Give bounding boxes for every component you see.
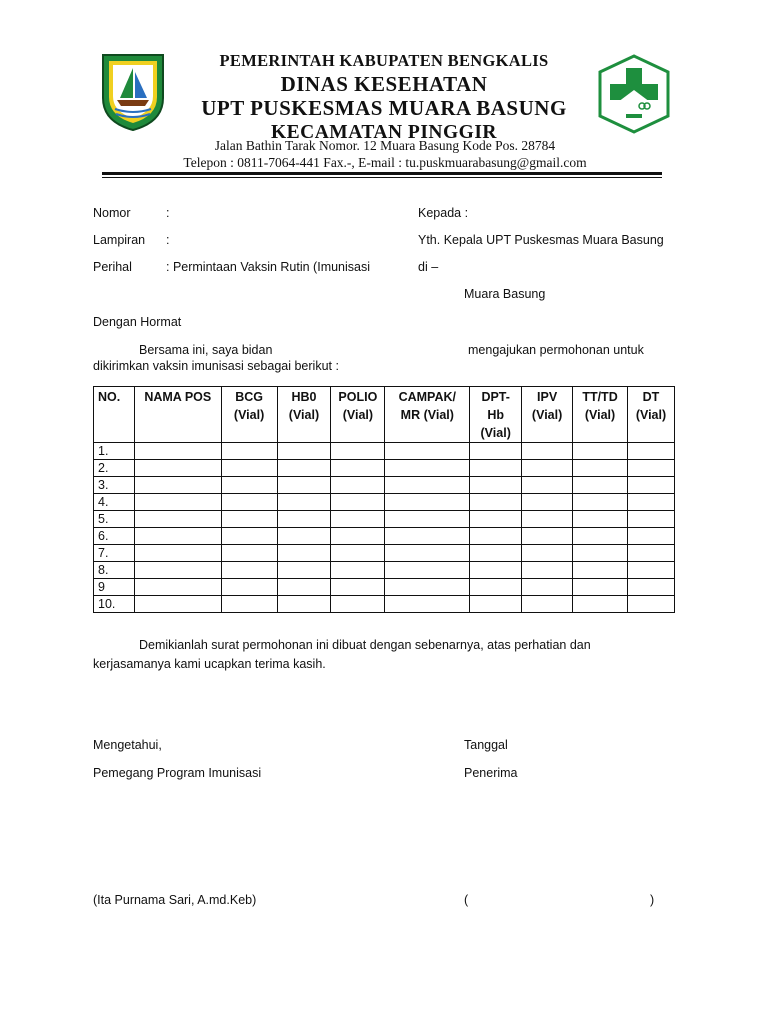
receiver-close-paren: ): [650, 893, 655, 907]
column-header-text: (Vial): [233, 408, 265, 422]
table-row: [94, 528, 675, 545]
table-cell: [573, 579, 628, 596]
salutation: Dengan Hormat: [93, 315, 182, 329]
table-row: [94, 562, 675, 579]
table-cell: [385, 511, 470, 528]
column-header: [470, 387, 522, 443]
table-cell: [627, 562, 674, 579]
table-cell: [221, 545, 277, 562]
column-header: [134, 387, 221, 443]
column-header-text: (Vial): [288, 408, 320, 422]
table-cell: [277, 596, 331, 613]
table-cell: [573, 528, 628, 545]
penerima-label: Penerima: [464, 766, 518, 780]
table-cell: [277, 477, 331, 494]
table-cell: [470, 477, 522, 494]
table-row: [94, 596, 675, 613]
letterhead-puskesmas: UPT PUSKESMAS MUARA BASUNG: [201, 96, 567, 120]
row-number: 4.: [94, 494, 135, 511]
bengkalis-coat-of-arms-icon: [100, 52, 166, 132]
column-header-text: Hb: [487, 408, 505, 422]
letterhead-address: Jalan Bathin Tarak Nomor. 12 Muara Basung Kode Pos. 28784: [214, 138, 556, 153]
table-cell: [385, 528, 470, 545]
column-header: [573, 387, 628, 443]
lampiran-label: Lampiran: [93, 233, 146, 247]
closing-line1: Demikianlah surat permohonan ini dibuat dengan sebenarnya, atas perhatian dan: [139, 638, 591, 652]
column-header-text: TT/TD: [582, 390, 618, 404]
table-row: [94, 545, 675, 562]
table-cell: [573, 545, 628, 562]
column-header-text: (Vial): [635, 408, 667, 422]
table-cell: [470, 596, 522, 613]
table-cell: [221, 494, 277, 511]
table-cell: [627, 511, 674, 528]
table-cell: [277, 562, 331, 579]
table-cell: [277, 579, 331, 596]
nomor-colon: :: [166, 206, 170, 220]
table-cell: [134, 477, 221, 494]
column-header-text: DT: [642, 390, 660, 404]
table-cell: [134, 596, 221, 613]
column-header-text: (Vial): [531, 408, 563, 422]
table-cell: [627, 460, 674, 477]
column-header-text: POLIO: [338, 390, 378, 404]
letterhead: [170, 50, 598, 145]
table-cell: [277, 511, 331, 528]
table-cell: [134, 562, 221, 579]
letterhead-rule-thick: [102, 172, 662, 175]
table-cell: [385, 545, 470, 562]
table-cell: [331, 477, 385, 494]
table-cell: [331, 511, 385, 528]
table-cell: [221, 443, 277, 460]
recipient-line: Yth. Kepala UPT Puskesmas Muara Basung: [418, 233, 664, 247]
table-cell: [522, 443, 573, 460]
table-cell: [331, 596, 385, 613]
column-header-text: CAMPAK/: [398, 390, 456, 404]
letterhead-rule-thin: [102, 177, 662, 178]
row-number: 10.: [94, 596, 135, 613]
perihal-value: : Permintaan Vaksin Rutin (Imunisasi: [166, 260, 371, 274]
kepada-label: Kepada :: [418, 206, 469, 220]
column-header: [331, 387, 385, 443]
column-header-text: BCG: [235, 390, 263, 404]
table-row: [94, 494, 675, 511]
table-body: [94, 443, 675, 613]
row-number: 3.: [94, 477, 135, 494]
row-number: 7.: [94, 545, 135, 562]
letterhead-kecamatan: KECAMATAN PINGGIR: [270, 122, 498, 143]
table-cell: [573, 477, 628, 494]
table-cell: [627, 528, 674, 545]
di-label: di –: [418, 260, 439, 274]
letterhead-government: PEMERINTAH KABUPATEN BENGKALIS: [219, 51, 549, 70]
table-cell: [134, 579, 221, 596]
column-header-text: HB0: [291, 390, 317, 404]
table-cell: [134, 528, 221, 545]
row-number: 6.: [94, 528, 135, 545]
table-cell: [573, 460, 628, 477]
table-cell: [134, 460, 221, 477]
receiver-open-paren: (: [464, 893, 469, 907]
perihal-label: Perihal: [93, 260, 132, 274]
table-cell: [470, 528, 522, 545]
table-cell: [331, 579, 385, 596]
table-cell: [573, 494, 628, 511]
table-cell: [331, 494, 385, 511]
table-cell: [470, 494, 522, 511]
table-cell: [385, 443, 470, 460]
table-cell: [470, 579, 522, 596]
column-header-text: NO.: [98, 390, 121, 404]
table-cell: [573, 511, 628, 528]
letterhead-contact: [100, 137, 670, 171]
table-cell: [627, 494, 674, 511]
table-cell: [627, 596, 674, 613]
table-cell: [627, 579, 674, 596]
table-cell: [277, 494, 331, 511]
column-header-text: NAMA POS: [144, 390, 212, 404]
paragraph1-start: Bersama ini, saya bidan: [139, 343, 273, 357]
vaccine-request-table: [93, 386, 675, 613]
table-cell: [573, 443, 628, 460]
column-header-text: DPT-: [481, 390, 510, 404]
row-number: 8.: [94, 562, 135, 579]
table-cell: [470, 460, 522, 477]
table-cell: [134, 443, 221, 460]
table-cell: [134, 494, 221, 511]
table-cell: [277, 443, 331, 460]
table-cell: [134, 545, 221, 562]
column-header-text: (Vial): [342, 408, 374, 422]
table-cell: [385, 460, 470, 477]
table-cell: [385, 494, 470, 511]
recipient-place: Muara Basung: [464, 287, 546, 301]
row-number: 2.: [94, 460, 135, 477]
table-cell: [221, 528, 277, 545]
table-cell: [522, 596, 573, 613]
mengetahui-label: Mengetahui,: [93, 738, 162, 752]
table-cell: [522, 528, 573, 545]
table-cell: [470, 511, 522, 528]
table-cell: [522, 579, 573, 596]
table-row: [94, 511, 675, 528]
table-cell: [385, 477, 470, 494]
table-cell: [522, 494, 573, 511]
column-header: [385, 387, 470, 443]
table-cell: [522, 511, 573, 528]
program-holder-label: Pemegang Program Imunisasi: [93, 766, 262, 780]
table-cell: [627, 545, 674, 562]
table-cell: [134, 511, 221, 528]
table-cell: [522, 562, 573, 579]
table-cell: [221, 511, 277, 528]
column-header: [522, 387, 573, 443]
table-cell: [470, 562, 522, 579]
tanggal-label: Tanggal: [464, 738, 508, 752]
table-cell: [522, 477, 573, 494]
table-cell: [221, 460, 277, 477]
column-header-text: (Vial): [584, 408, 616, 422]
column-header: [221, 387, 277, 443]
table-cell: [385, 596, 470, 613]
table-cell: [385, 579, 470, 596]
row-number: 1.: [94, 443, 135, 460]
letterhead-office: DINAS KESEHATAN: [280, 72, 488, 96]
closing-line2: kerjasamanya kami ucapkan terima kasih.: [93, 657, 326, 671]
table-header-row: [94, 387, 675, 443]
table-cell: [522, 545, 573, 562]
table-row: [94, 579, 675, 596]
table-cell: [221, 477, 277, 494]
lampiran-colon: :: [166, 233, 170, 247]
table-cell: [221, 579, 277, 596]
table-cell: [385, 562, 470, 579]
table-cell: [331, 545, 385, 562]
table-cell: [277, 460, 331, 477]
table-cell: [627, 477, 674, 494]
table-cell: [331, 562, 385, 579]
column-header: [627, 387, 674, 443]
table-cell: [573, 562, 628, 579]
row-number: 5.: [94, 511, 135, 528]
table-cell: [331, 528, 385, 545]
table-cell: [221, 596, 277, 613]
table-cell: [277, 528, 331, 545]
nomor-label: Nomor: [93, 206, 131, 220]
column-header: [94, 387, 135, 443]
paragraph1-end: mengajukan permohonan untuk: [468, 343, 644, 357]
table-cell: [522, 460, 573, 477]
table-cell: [277, 545, 331, 562]
table-cell: [573, 596, 628, 613]
table-cell: [331, 460, 385, 477]
column-header-text: (Vial): [480, 426, 511, 440]
table-cell: [470, 545, 522, 562]
table-row: [94, 443, 675, 460]
letterhead-phone-email: Telepon : 0811-7064-441 Fax.-, E-mail : tu.puskmuarabasung@gmail.com: [183, 155, 587, 170]
table-cell: [221, 562, 277, 579]
table-cell: [331, 443, 385, 460]
row-number: 9: [94, 579, 135, 596]
paragraph1-line2: dikirimkan vaksin imunisasi sebagai berikut :: [93, 359, 339, 373]
signatory-name: (Ita Purnama Sari, A.md.Keb): [93, 893, 257, 907]
column-header: [277, 387, 331, 443]
table-row: [94, 477, 675, 494]
table-row: [94, 460, 675, 477]
table-cell: [470, 443, 522, 460]
column-header-text: IPV: [537, 390, 558, 404]
puskesmas-logo-icon: [598, 54, 670, 134]
table-cell: [627, 443, 674, 460]
column-header-text: MR (Vial): [400, 408, 454, 422]
